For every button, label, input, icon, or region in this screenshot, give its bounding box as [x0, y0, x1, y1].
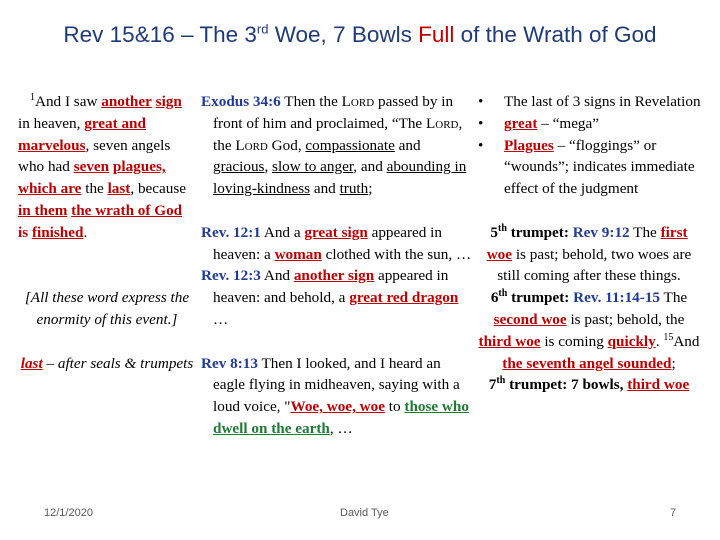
exodus-34-6: Exodus 34:6 Then the Lord passed by in front of him and proclaimed, “The Lord, the Lord God, compassionate and gracious, slow to anger, and abounding in loving-kindness and truth;: [201, 93, 467, 198]
enormity-note: [All these word express the enormity of this event.]: [24, 289, 190, 328]
slide-title: Rev 15&16 – The 3rd Woe, 7 Bowls Full of the Wrath of God: [63, 21, 657, 47]
content-table: [18, 91, 702, 499]
column-scripture: [18, 91, 196, 374]
rev-12-3: Rev. 12:3 And another sign appeared in heaven: and behold, a great red dragon …: [201, 267, 459, 328]
bullet-icon: •: [478, 114, 484, 132]
bullet-icon: •: [478, 136, 484, 154]
title-highlight: Full: [418, 22, 455, 47]
footer-author: David Tye: [340, 507, 389, 519]
fifth-trumpet: 5th trumpet: Rev 9:12 The first woe is past; behold, two woes are still coming after these things.: [486, 222, 692, 285]
footer-date: 12/1/2020: [44, 507, 93, 519]
last-note: last – after seals & trumpets: [20, 354, 194, 372]
sixth-trumpet: 6th trumpet: Rev. 11:14-15 The second woe is past; behold, the third woe is coming quickly. $^{15}$And the seventh angel sounded;: [478, 288, 700, 372]
note-bullet-3: • Plagues – “floggings” or “wounds”; indicates immediate effect of the judgment: [478, 136, 695, 198]
footer-page-number: 7: [670, 507, 677, 519]
rev-12-1: Rev. 12:1 And a great sign appeared in heaven: a woman clothed with the sun, …: [201, 223, 472, 263]
note-bullet-2: • great – “mega”: [476, 113, 702, 135]
column-cross-references: [201, 91, 473, 440]
note-bullet-1: • The last of 3 signs in Revelation: [476, 91, 702, 113]
rev-8-13: Rev 8:13 Then I looked, and I heard an eagle flying in midheaven, saying with a loud voice, "Woe, woe, woe to those who dwell on the earth, …: [201, 354, 469, 437]
rev-15-1-text: $^1$And I saw another sign in heaven, great and marvelous, seven angels who had seven plagues, which are the last, because in them the wrath of God is finished.: [18, 91, 187, 241]
column-notes: [476, 91, 702, 396]
bullet-icon: •: [478, 93, 484, 110]
seventh-trumpet: 7th trumpet: 7 bowls, third woe: [488, 375, 690, 394]
